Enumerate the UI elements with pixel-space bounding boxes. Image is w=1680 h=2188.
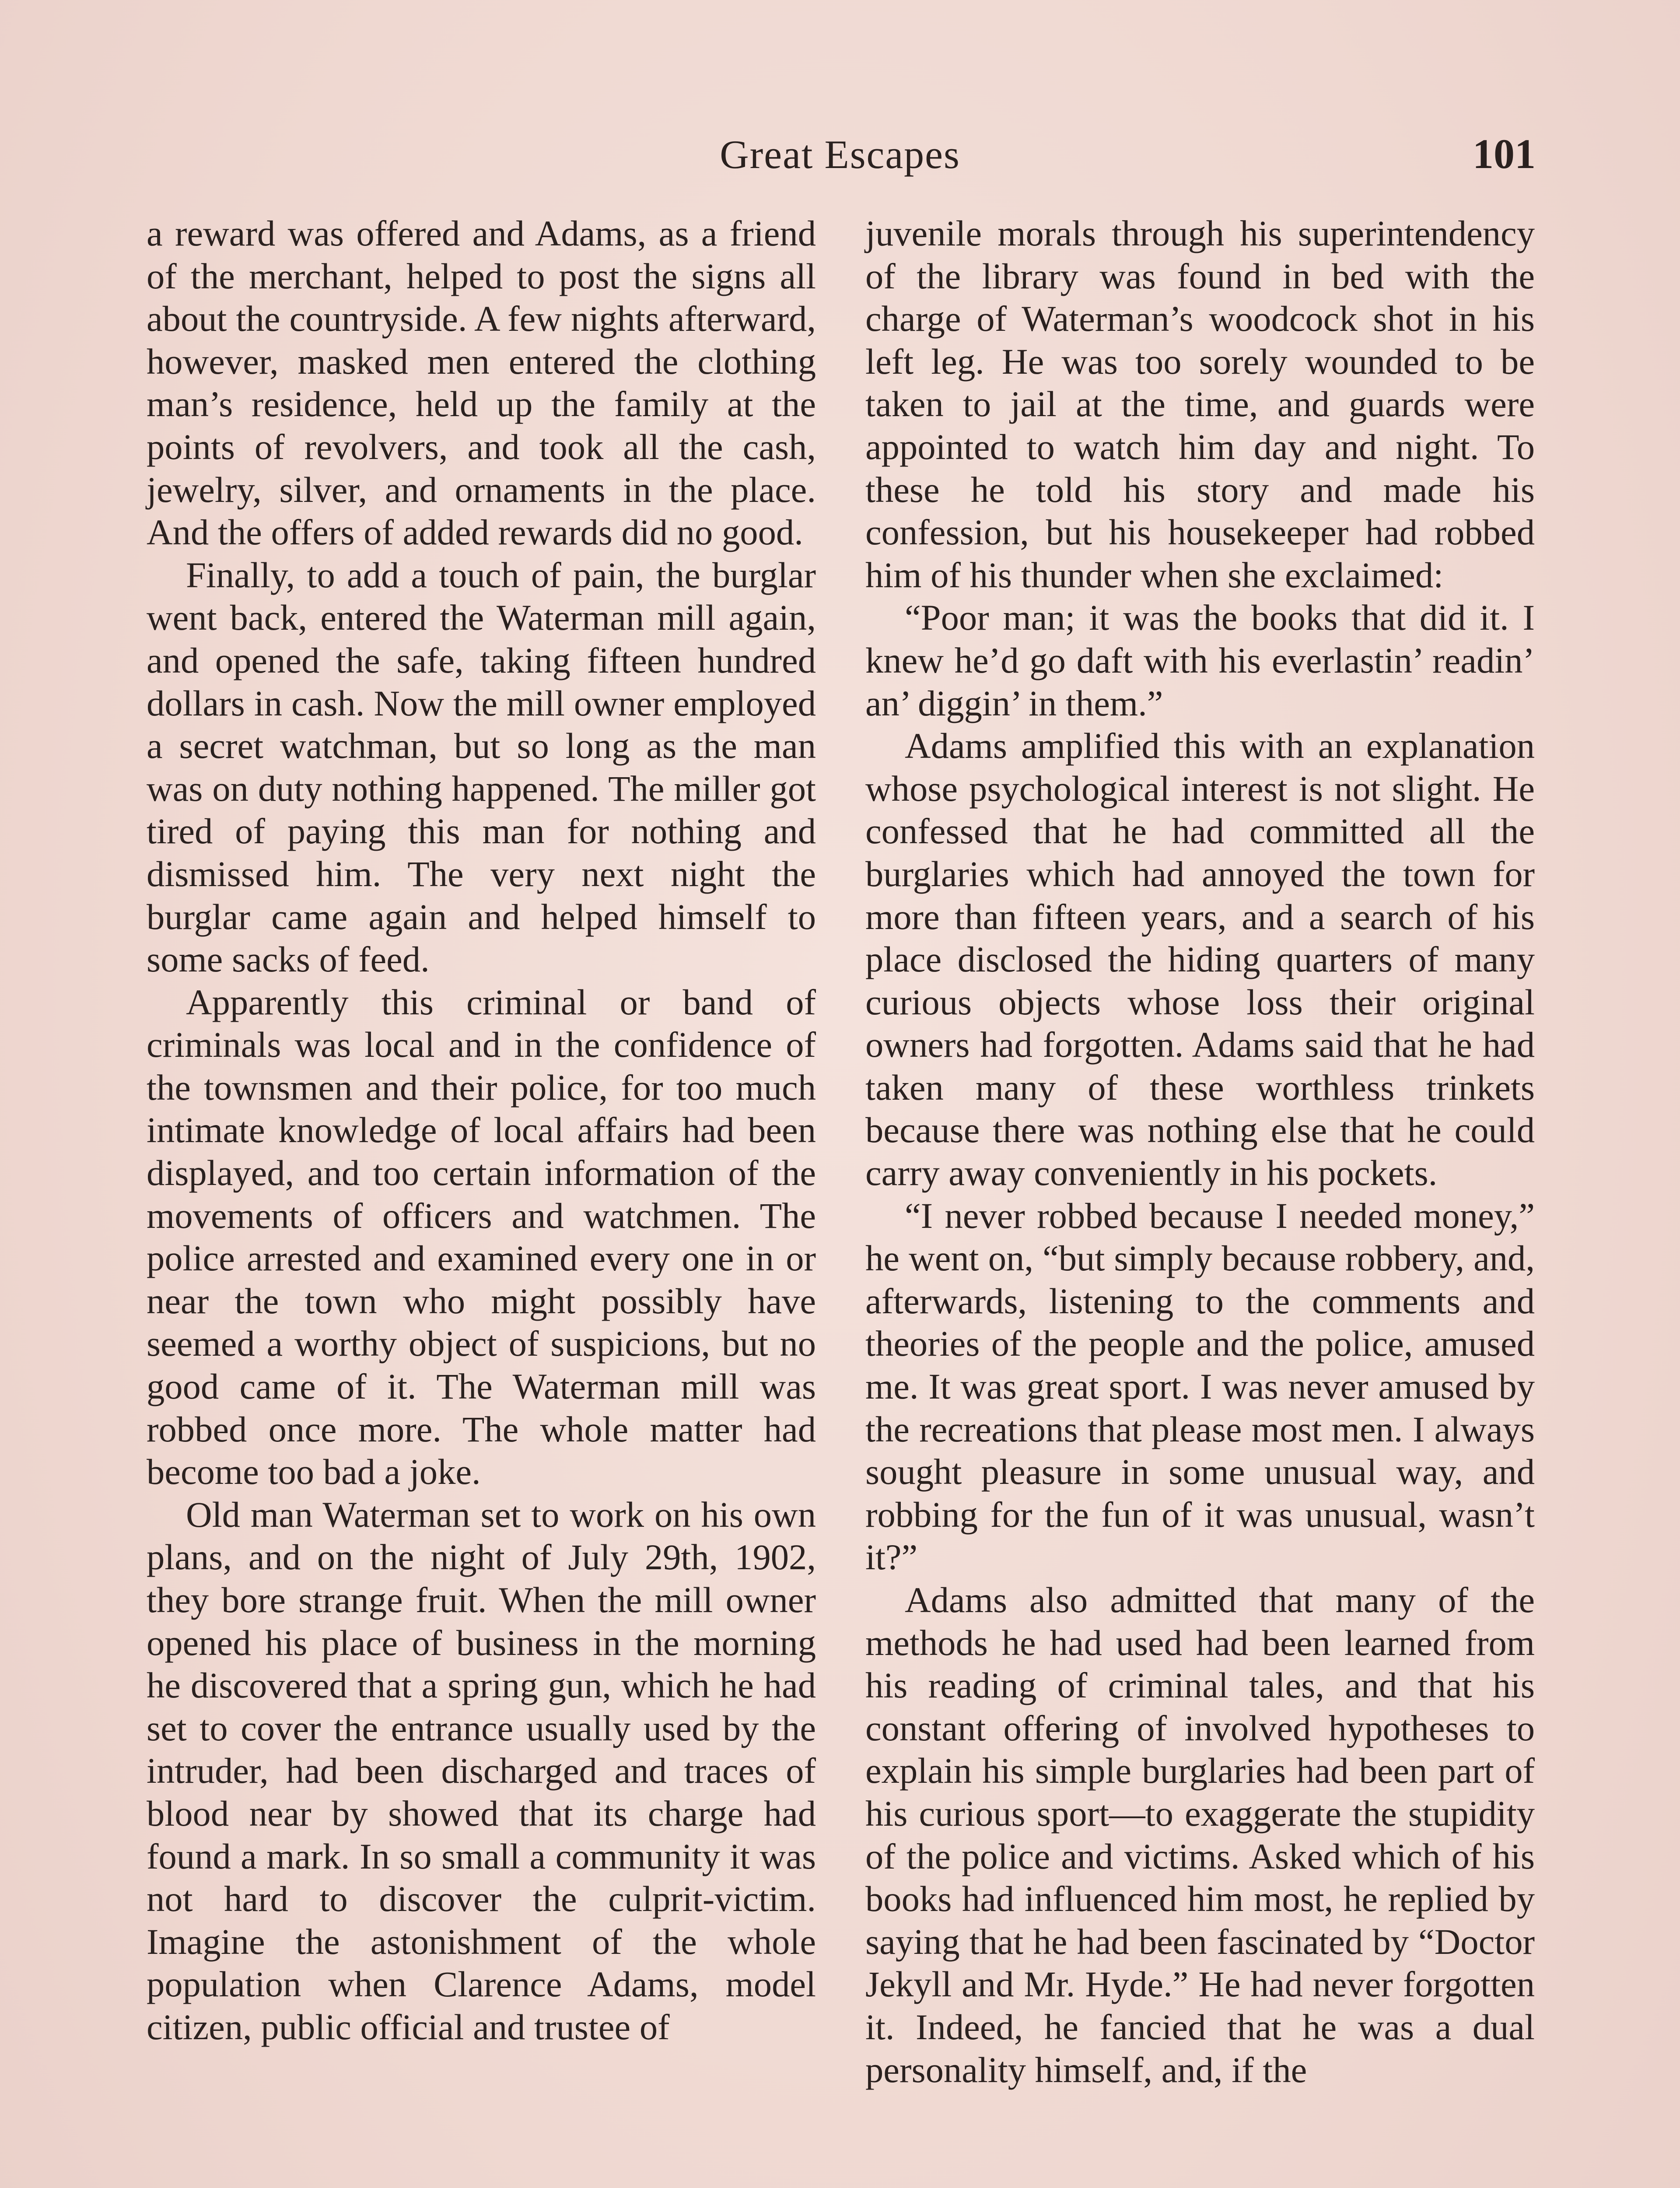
- paragraph: “Poor man; it was the books that did it. I knew he’d go daft with his everlastin’ readin’ an’ diggin’ in them.”: [865, 597, 1535, 723]
- paragraph: Finally, to add a touch of pain, the burglar went back, entered the Waterman mill again, and opened the safe, taking fifteen hundred dollars in cash. Now the mill owner employed a secret watchman, but so long as the man was on duty nothing happened. The miller got tired of paying this man for nothing and dismissed him. The very next night the burglar came again and helped himself to some sacks of feed.: [147, 554, 816, 980]
- paragraph: “I never robbed because I needed money,” he went on, “but simply because robbery, and, afterwards, listening to the comments and theories of the people and the police, amused me. It was great sport. I was never amused by the recreations that please most men. I always sought pleasure in some unusual way, and robbing for the fun of it was unusual, wasn’t it?”: [865, 1195, 1535, 1578]
- paragraph: Apparently this criminal or band of criminals was local and in the confidence of the townsmen and their police, for too much intimate knowledge of local affairs had been displayed, and too certain information of the movements of officers and watchmen. The police arrested and examined every one in or near the town who might possibly have seemed a worthy object of suspicions, but no good came of it. The Waterman mill was robbed once more. The whole matter had become too bad a joke.: [147, 982, 816, 1492]
- left-column: [147, 212, 816, 2049]
- page-number: 101: [1473, 130, 1536, 177]
- paragraph: Adams also admitted that many of the methods he had used had been learned from his reading of criminal tales, and that his constant offering of involved hypotheses to explain his simple burglaries had been part of his curious sport—to exaggerate the stupidity of the police and victims. Asked which of his books had influenced him most, he replied by saying that he had been fascinated by “Doctor Jekyll and Mr. Hyde.” He had never forgotten it. Indeed, he fancied that he was a dual personality himself, and, if the: [865, 1580, 1535, 2090]
- right-column: [865, 212, 1535, 2091]
- paragraph: juvenile morals through his superintendency of the library was found in bed with the charge of Waterman’s woodcock shot in his left leg. He was too sorely wounded to be taken to jail at the time, and guards were appointed to watch him day and night. To these he told his story and made his confession, but his housekeeper had robbed him of his thunder when she exclaimed:: [865, 213, 1535, 595]
- paragraph: Old man Waterman set to work on his own plans, and on the night of July 29th, 1902, they bore strange fruit. When the mill owner opened his place of business in the morning he discovered that a spring gun, which he had set to cover the entrance usually used by the intruder, had been discharged and traces of blood near by showed that its charge had found a mark. In so small a community it was not hard to discover the culprit-victim. Imagine the astonishment of the whole population when Clarence Adams, model citizen, public official and trustee of: [147, 1494, 816, 2047]
- paragraph: a reward was offered and Adams, as a friend of the merchant, helped to post the signs all about the countryside. A few nights afterward, however, masked men entered the clothing man’s residence, held up the family at the points of revolvers, and took all the cash, jewelry, silver, and ornaments in the place. And the offers of added rewards did no good.: [147, 213, 816, 553]
- paragraph: Adams amplified this with an explanation whose psychological interest is not slight. He confessed that he had committed all the burglaries which had annoyed the town for more than fifteen years, and a search of his place disclosed the hiding quarters of many curious objects whose loss their original owners had forgotten. Adams said that he had taken many of these worthless trinkets because there was nothing else that he could carry away conveniently in his pockets.: [865, 726, 1535, 1193]
- running-head: [144, 127, 1536, 193]
- running-title: Great Escapes: [720, 132, 960, 177]
